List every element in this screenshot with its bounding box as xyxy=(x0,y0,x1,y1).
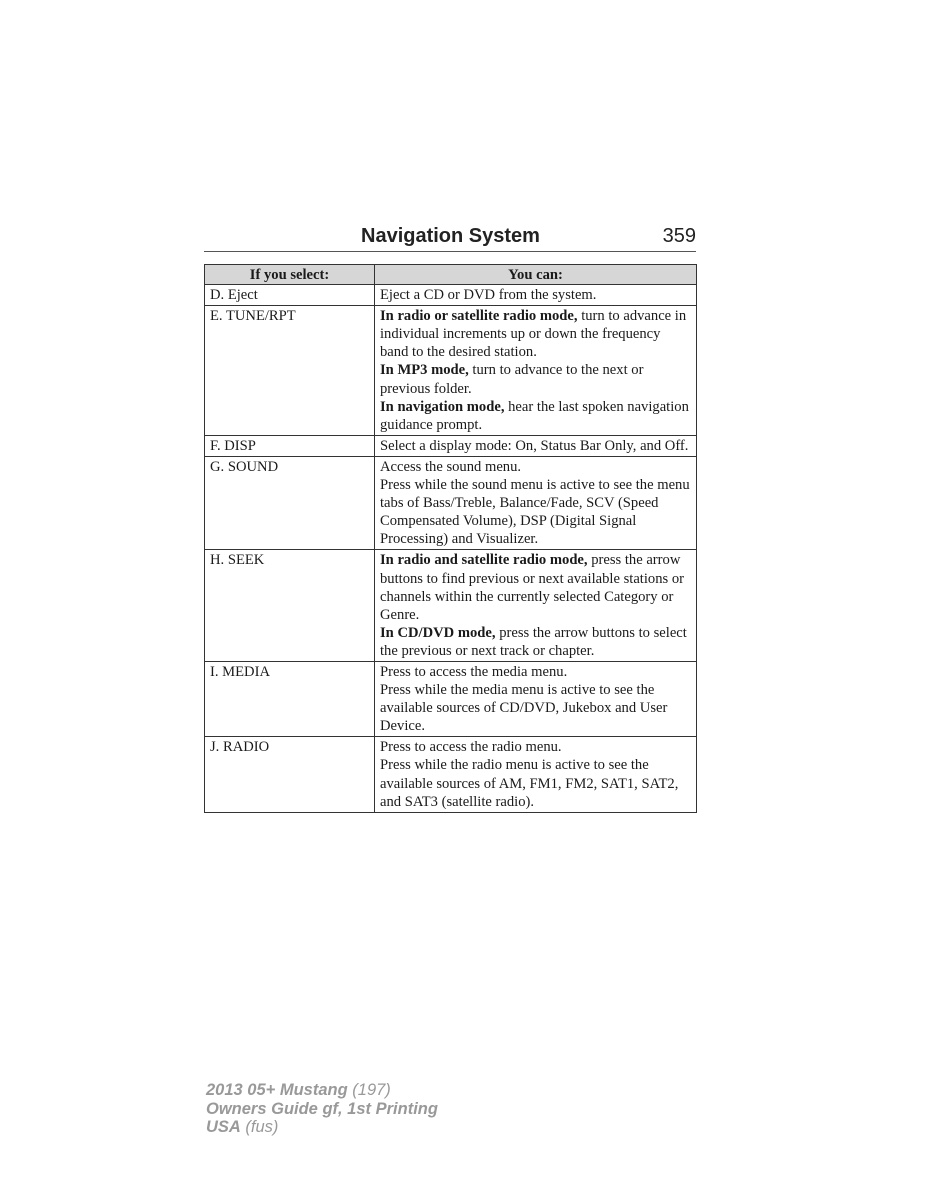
controls-table-container xyxy=(204,264,696,813)
page-number: 359 xyxy=(662,225,696,247)
table-cell-select: I. MEDIA xyxy=(205,661,375,736)
table-row xyxy=(205,661,697,736)
header-divider xyxy=(204,251,696,252)
column-header-select: If you select: xyxy=(205,265,375,285)
description-text: press the arrow buttons to select the previous or next track or chapter. xyxy=(380,624,687,659)
table-row xyxy=(205,285,697,306)
table-cell-description xyxy=(375,661,697,736)
table-cell-description xyxy=(375,435,697,456)
description-mode-label: In radio or satellite radio mode, xyxy=(380,308,578,325)
table-cell-description xyxy=(375,456,697,549)
footer-guide: Owners Guide gf, 1st Printing xyxy=(206,1099,438,1118)
description-paragraph xyxy=(380,681,691,735)
description-paragraph xyxy=(380,361,691,397)
description-text: turn to advance to the next or previous folder. xyxy=(380,362,644,397)
column-header-can: You can: xyxy=(375,265,697,285)
table-cell-description xyxy=(375,285,697,306)
description-mode-label: In MP3 mode, xyxy=(380,362,469,379)
description-text: Press while the media menu is active to see the available sources of CD/DVD, Jukebox and User Device. xyxy=(380,682,668,735)
description-text: press the arrow buttons to find previous or next available stations or channels within the currently selected Category or Genre. xyxy=(380,552,684,623)
description-paragraph xyxy=(380,756,691,810)
description-paragraph xyxy=(380,437,691,455)
table-row xyxy=(205,550,697,662)
footer-region: USA xyxy=(206,1118,241,1136)
description-paragraph xyxy=(380,398,691,434)
table-row xyxy=(205,306,697,436)
description-mode-label: In navigation mode, xyxy=(380,398,505,415)
description-text: hear the last spoken navigation guidance prompt. xyxy=(380,398,689,433)
table-row xyxy=(205,737,697,812)
description-paragraph xyxy=(380,307,691,361)
page-header xyxy=(204,224,696,252)
table-cell-description xyxy=(375,737,697,812)
description-paragraph xyxy=(380,738,691,756)
footer-model: 2013 05+ Mustang xyxy=(206,1081,348,1099)
table-cell-select: J. RADIO xyxy=(205,737,375,812)
description-paragraph xyxy=(380,476,691,548)
description-mode-label: In radio and satellite radio mode, xyxy=(380,552,588,569)
description-text: Press while the radio menu is active to see the available sources of AM, FM1, FM2, SAT1, SAT2, and SAT3 (satellite radio). xyxy=(380,757,679,810)
footer-line-2 xyxy=(206,1100,438,1119)
description-text: Eject a CD or DVD from the system. xyxy=(380,287,597,304)
table-cell-select: D. Eject xyxy=(205,285,375,306)
table-cell-description xyxy=(375,306,697,436)
description-text: Access the sound menu. xyxy=(380,458,522,475)
footer-region-code: (fus) xyxy=(240,1118,279,1136)
description-paragraph xyxy=(380,551,691,623)
table-body xyxy=(205,285,697,813)
page-title: Navigation System xyxy=(361,225,540,247)
description-paragraph xyxy=(380,663,691,681)
table-row xyxy=(205,456,697,549)
description-text: Press while the sound menu is active to see the menu tabs of Bass/Treble, Balance/Fade, SCV (Speed Compensated Volume), DSP (Digital Signal Processing) and Visualizer. xyxy=(380,477,690,548)
table-cell-select: E. TUNE/RPT xyxy=(205,306,375,436)
table-cell-select: H. SEEK xyxy=(205,550,375,662)
footer-line-3 xyxy=(206,1118,438,1137)
footer-line-1 xyxy=(206,1081,438,1100)
table-cell-select: G. SOUND xyxy=(205,456,375,549)
description-text: turn to advance in individual increments up or down the frequency band to the desired station. xyxy=(380,308,687,361)
table-row xyxy=(205,435,697,456)
table-header-row xyxy=(205,265,697,285)
table-cell-description xyxy=(375,550,697,662)
footer-model-code: (197) xyxy=(347,1081,391,1099)
controls-table xyxy=(204,264,697,813)
table-cell-select: F. DISP xyxy=(205,435,375,456)
page-footer xyxy=(206,1081,438,1137)
description-text: Select a display mode: On, Status Bar Only, and Off. xyxy=(380,437,689,454)
description-text: Press to access the radio menu. xyxy=(380,739,562,756)
description-paragraph xyxy=(380,624,691,660)
description-paragraph xyxy=(380,286,691,304)
description-text: Press to access the media menu. xyxy=(380,663,568,680)
description-paragraph xyxy=(380,458,691,476)
description-mode-label: In CD/DVD mode, xyxy=(380,624,496,641)
